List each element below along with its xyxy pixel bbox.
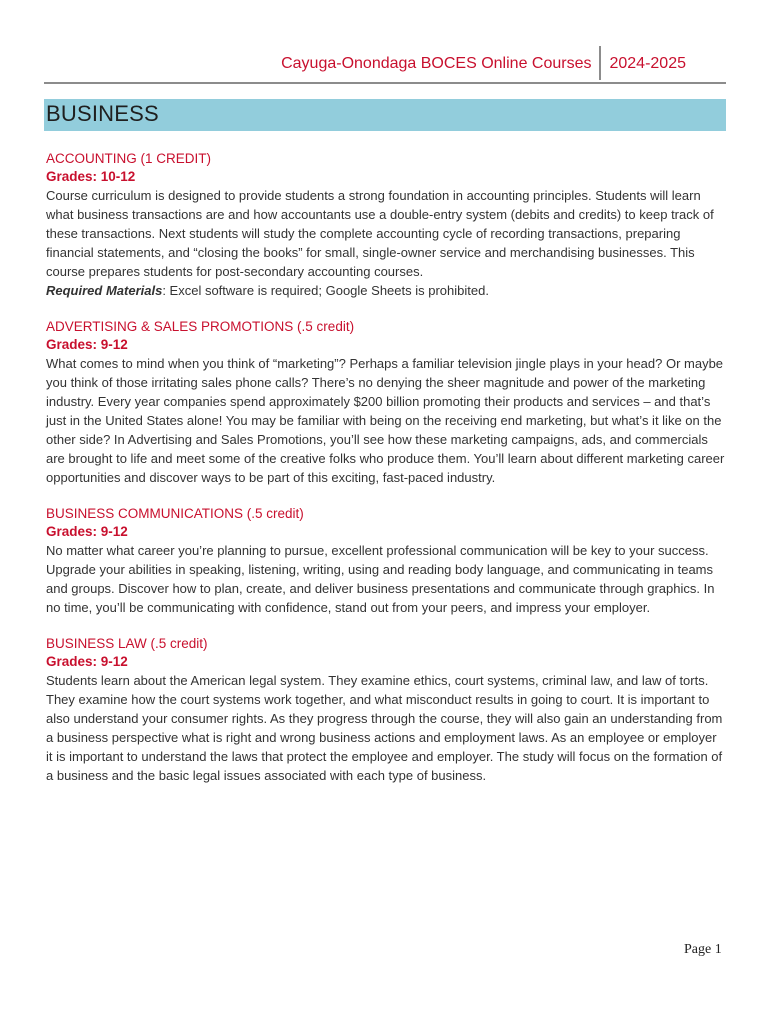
header-inner	[281, 46, 686, 82]
course-description: Students learn about the American legal system. They examine ethics, court systems, criminal law, and law of torts. They examine how the court systems work together, and what misconduct results in going to court. It is important to also understand your consumer rights. As they progress through the course, they will also gain an understanding from a business perspective what is right and wrong business actions and employment laws. As an employee or employer it is important to understand the laws that protect the employee and employer. The study will focus on the formation of a business and the basic legal issues associated with each type of business.	[46, 673, 723, 783]
header-divider	[599, 46, 601, 80]
header-year: 2024-2025	[609, 55, 686, 72]
course-description-text: Course curriculum is designed to provide students a strong foundation in accounting principles. Students will learn what business transactions are and how accountants use a double-entry system (debits and credits) to keep track of these transactions. Next students will study the complete accounting cycle of recording transactions, preparing financial statements, and “closing the books” for small, single-owner service and merchandising businesses. This course prepares students for post-secondary accounting courses.	[46, 188, 714, 279]
course-grades: Grades: 9-12	[46, 654, 128, 669]
course-business-communications	[46, 505, 726, 617]
course-grades: Grades: 10-12	[46, 169, 136, 184]
header-title: Cayuga-Onondaga BOCES Online Courses	[281, 55, 592, 72]
course-description: No matter what career you’re planning to pursue, excellent professional communication will be key to your success. Upgrade your abilities in speaking, listening, writing, using and reading body language, and communicating in teams and groups. Discover how to plan, create, and deliver business presentations and communicate through graphics. In no time, you’ll be communicating with confidence, stand out from your peers, and impress your employer.	[46, 543, 715, 615]
section-banner	[44, 99, 726, 131]
course-list	[46, 150, 726, 803]
course-grades: Grades: 9-12	[46, 337, 128, 352]
course-advertising	[46, 318, 726, 487]
course-business-law	[46, 635, 726, 785]
course-description: What comes to mind when you think of “marketing”? Perhaps a familiar television jingle plays in your head? Or maybe you think of those irritating sales phone calls? There’s no denying the sheer magnitude and power of the marketing industry. Every year companies spend approximately $200 billion promoting their products and services – and that’s just in the United States alone! You may be familiar with being on the receiving end marketing, but what’s it like on the other side? In Advertising and Sales Promotions, you’ll see how these marketing campaigns, ads, and commercials are brought to life and meet some of the creative folks who produce them. You’ll learn about different marketing career opportunities and discover ways to be part of this exciting, fast-paced industry.	[46, 356, 725, 485]
course-title: BUSINESS LAW (.5 credit)	[46, 636, 208, 651]
section-title: BUSINESS	[46, 101, 159, 126]
page-header	[44, 46, 726, 84]
course-title: ADVERTISING & SALES PROMOTIONS (.5 credit)	[46, 319, 355, 334]
course-title: BUSINESS COMMUNICATIONS (.5 credit)	[46, 506, 304, 521]
page-number: Page 1	[684, 942, 722, 957]
required-materials-text: : Excel software is required; Google Sheets is prohibited.	[162, 283, 489, 298]
course-description	[46, 186, 726, 300]
course-title: ACCOUNTING (1 CREDIT)	[46, 151, 211, 166]
required-materials-label: Required Materials	[46, 283, 163, 298]
course-accounting	[46, 150, 726, 300]
course-grades: Grades: 9-12	[46, 524, 128, 539]
